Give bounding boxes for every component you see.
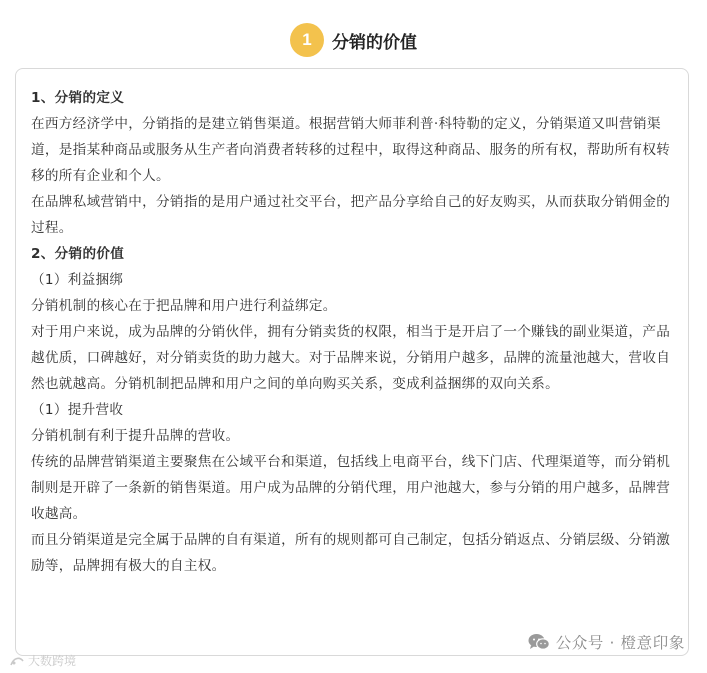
heading-value: 2、分销的价值 [31,246,125,262]
paragraph: 在品牌私域营销中，分销指的是用户通过社交平台，把产品分享给自己的好友购买，从而获取分销佣金的过程。 [31,194,671,236]
article-body [31,85,679,579]
wechat-icon [528,633,550,651]
subheading-revenue: （1）提升营收 [31,402,124,418]
paragraph: 分销机制有利于提升品牌的营收。 [31,428,240,444]
watermark-brand-text: 大数跨境 [28,654,77,668]
watermark-text: 公众号 · 橙意印象 [555,634,685,652]
section-title: 分销的价值 [332,32,417,53]
watermark-official-account [528,631,685,653]
section-number-badge: 1 [290,23,324,57]
paragraph: 在西方经济学中，分销指的是建立销售渠道。根据营销大师菲利普·科特勒的定义，分销渠道又叫营销渠道，是指某种商品或服务从生产者向消费者转移的过程中，取得这种商品、服务的所有权，帮助所有权转移的所有企业和个人。 [31,116,671,184]
paragraph: 分销机制的核心在于把品牌和用户进行利益绑定。 [31,298,337,314]
paragraph: 对于用户来说，成为品牌的分销伙伴，拥有分销卖货的权限，相当于是开启了一个赚钱的副业渠道，产品越优质，口碑越好，对分销卖货的助力越大。对于品牌来说，分销用户越多，品牌的流量池越大，营收自然也就越高。分销机制把品牌和用户之间的单向购买关系，变成利益捆绑的双向关系。 [31,324,671,392]
subheading-interest-binding: （1）利益捆绑 [31,272,124,288]
paragraph: 而且分销渠道是完全属于品牌的自有渠道，所有的规则都可自己制定，包括分销返点、分销层级、分销激励等，品牌拥有极大的自主权。 [31,532,671,574]
paragraph: 传统的品牌营销渠道主要聚焦在公域平台和渠道，包括线上电商平台，线下门店、代理渠道等，而分销机制则是开辟了一条新的销售渠道。用户成为品牌的分销代理，用户池越大，参与分销的用户越多，品牌营收越高。 [31,454,671,522]
logo-icon [10,655,24,667]
watermark-brand [10,652,76,669]
section-header [0,22,707,58]
heading-definition: 1、分销的定义 [31,90,125,106]
